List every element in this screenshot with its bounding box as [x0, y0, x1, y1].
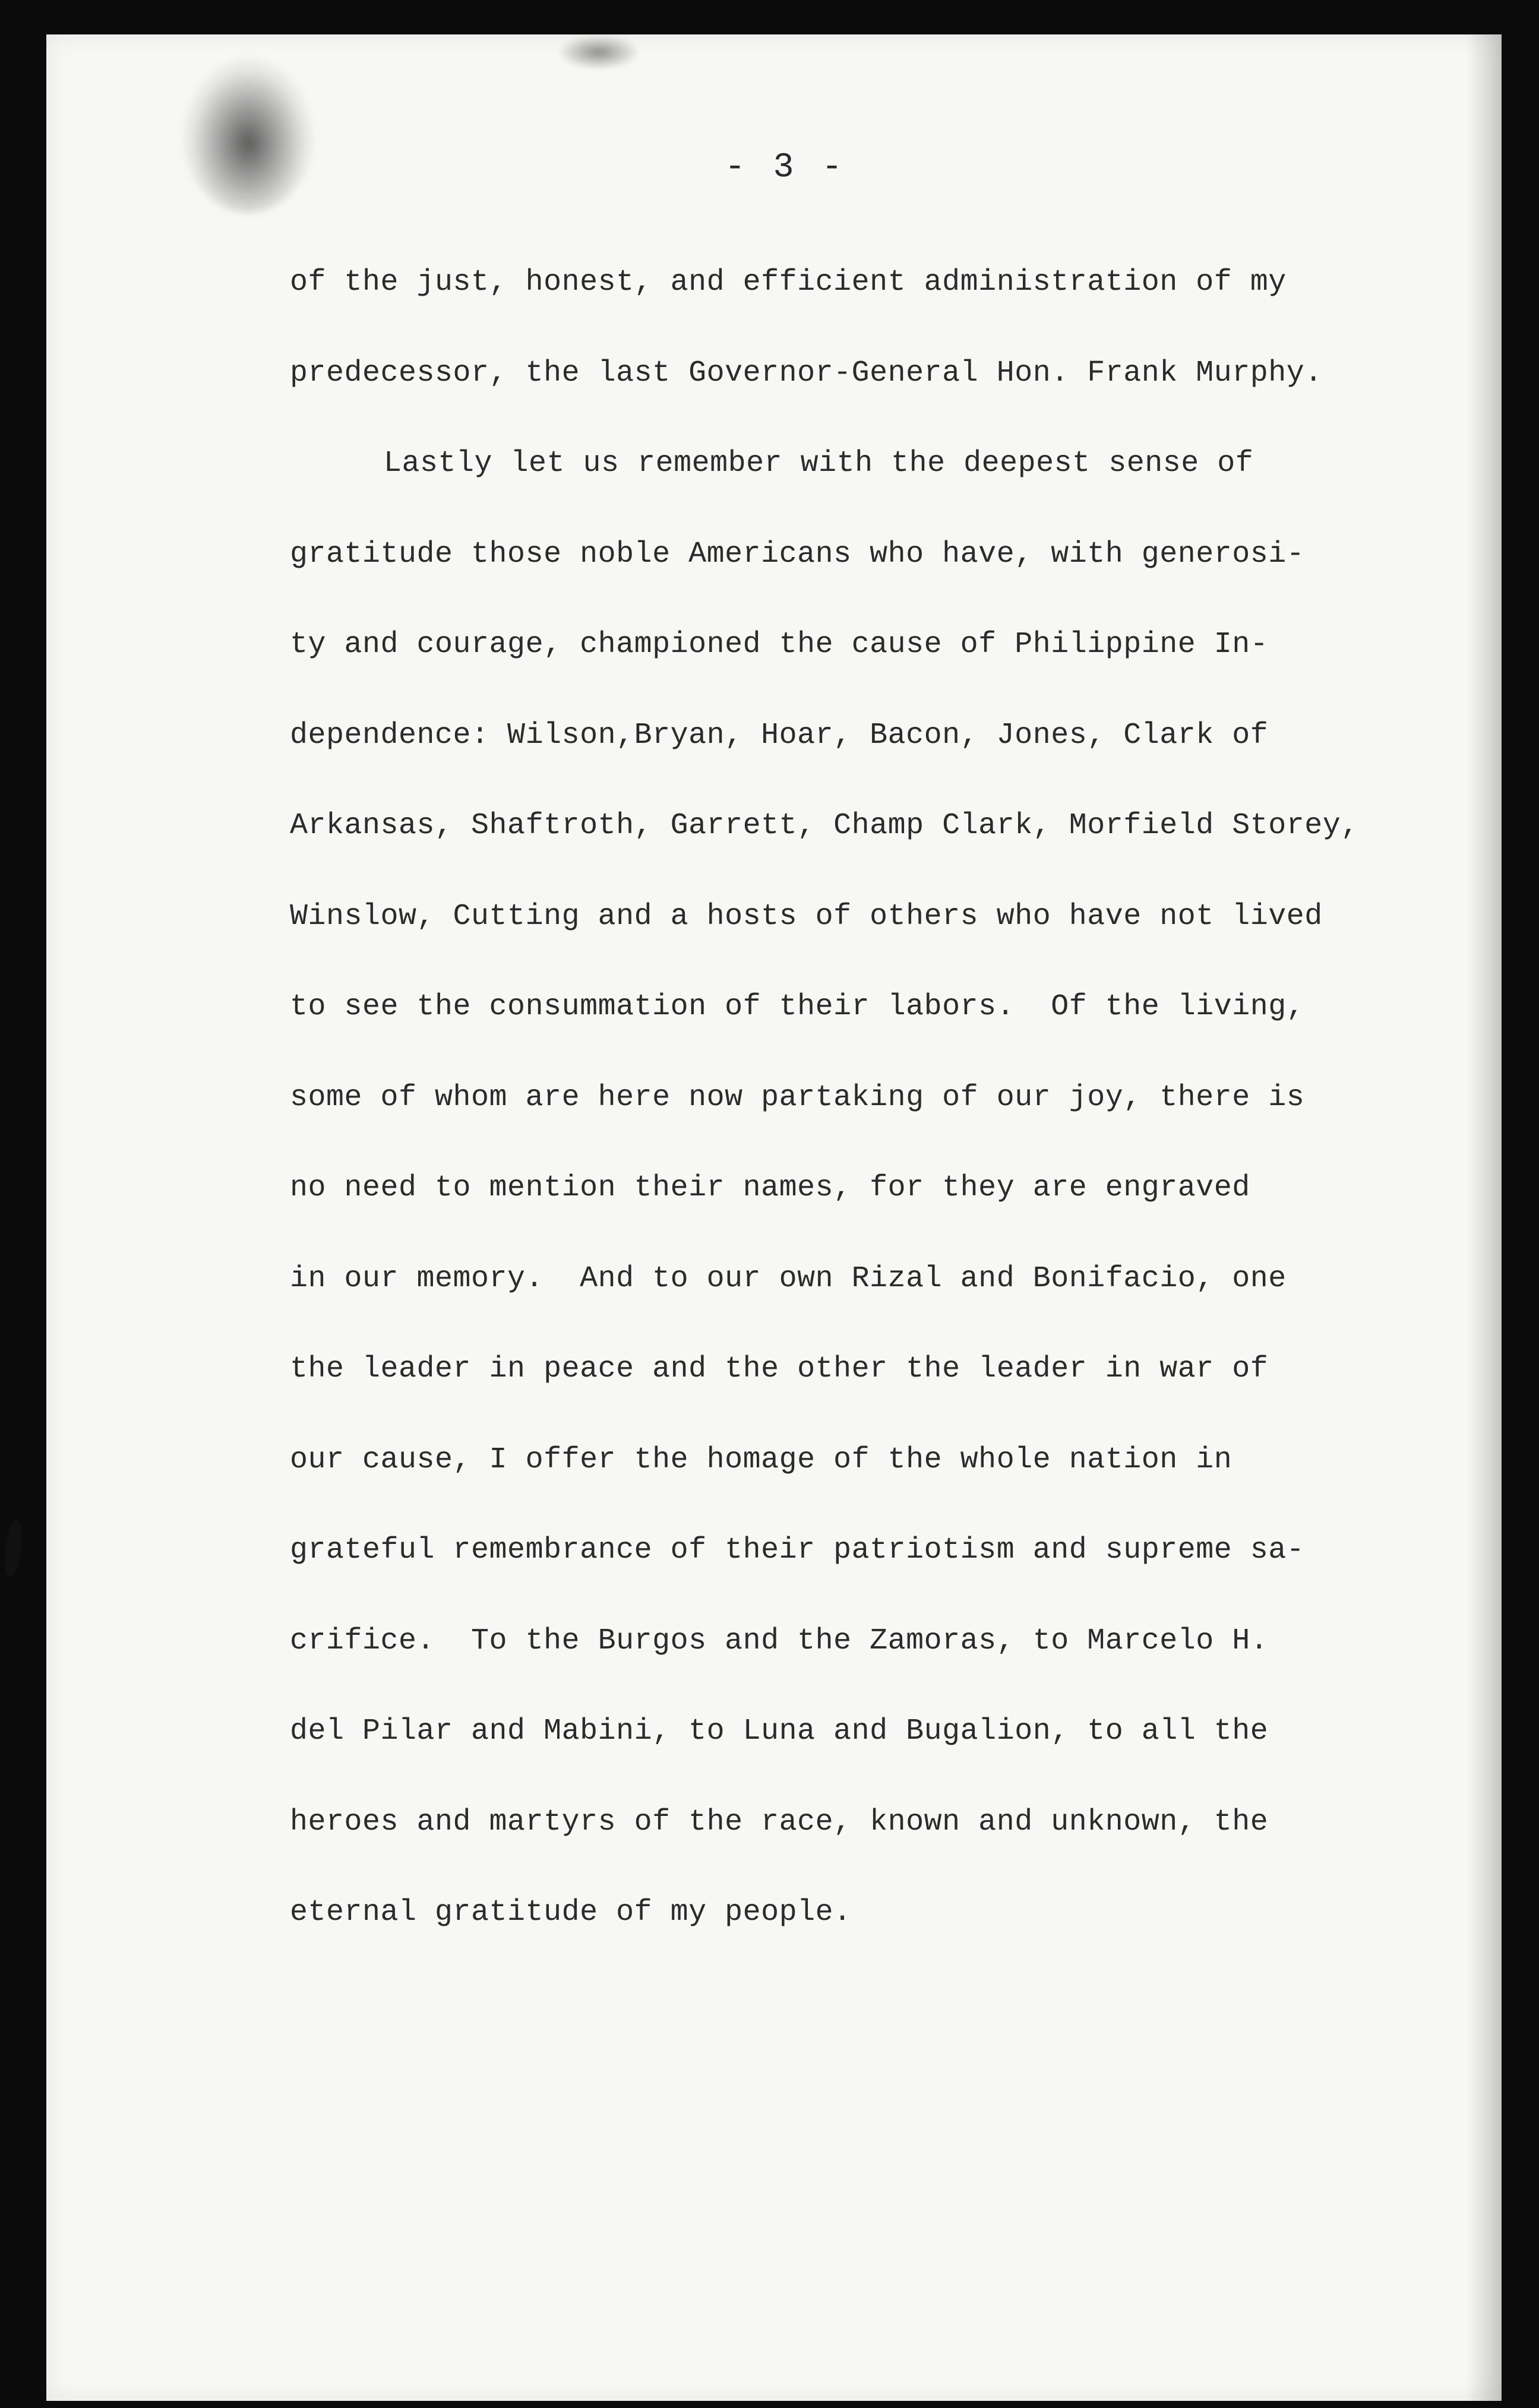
text-line: ty and courage, championed the cause of Philippine In- — [290, 628, 1269, 662]
text-line: our cause, I offer the homage of the whole nation in — [290, 1442, 1233, 1477]
text-line: crifice. To the Burgos and the Zamoras, to Marcelo H. — [290, 1624, 1269, 1658]
text-line: to see the consummation of their labors. Of the living, — [290, 990, 1305, 1024]
page-edge-shadow — [1466, 34, 1502, 2401]
text-line: Winslow, Cutting and a hosts of others who have not lived — [290, 899, 1323, 934]
margin-ink-mark — [2, 1520, 26, 1578]
text-line: gratitude those noble Americans who have, with generosi- — [290, 537, 1305, 571]
text-line: the leader in peace and the other the leader in war of — [290, 1352, 1269, 1386]
text-line: del Pilar and Mabini, to Luna and Bugalion, to all the — [290, 1714, 1269, 1748]
text-line: some of whom are here now partaking of our joy, there is — [290, 1080, 1305, 1115]
text-line: dependence: Wilson,Bryan, Hoar, Bacon, Jones, Clark of — [290, 718, 1269, 752]
body-text — [290, 238, 1418, 1958]
ink-smudge — [183, 58, 314, 213]
text-line: in our memory. And to our own Rizal and Bonifacio, one — [290, 1261, 1287, 1296]
text-line: Lastly let us remember with the deepest sense of — [384, 447, 1254, 480]
text-line: predecessor, the last Governor-General Hon. Frank Murphy. — [290, 356, 1323, 390]
text-line: heroes and martyrs of the race, known and unknown, the — [290, 1805, 1269, 1839]
text-line: eternal gratitude of my people. — [290, 1896, 852, 1929]
text-line: Arkansas, Shaftroth, Garrett, Champ Clark, Morfield Storey, — [290, 809, 1359, 843]
text-line: no need to mention their names, for they are engraved — [290, 1171, 1250, 1205]
page-number: - 3 - — [725, 148, 846, 187]
text-line: of the just, honest, and efficient administration of my — [290, 265, 1287, 299]
top-smudge — [557, 34, 640, 70]
text-line: grateful remembrance of their patriotism and supreme sa- — [290, 1533, 1305, 1567]
